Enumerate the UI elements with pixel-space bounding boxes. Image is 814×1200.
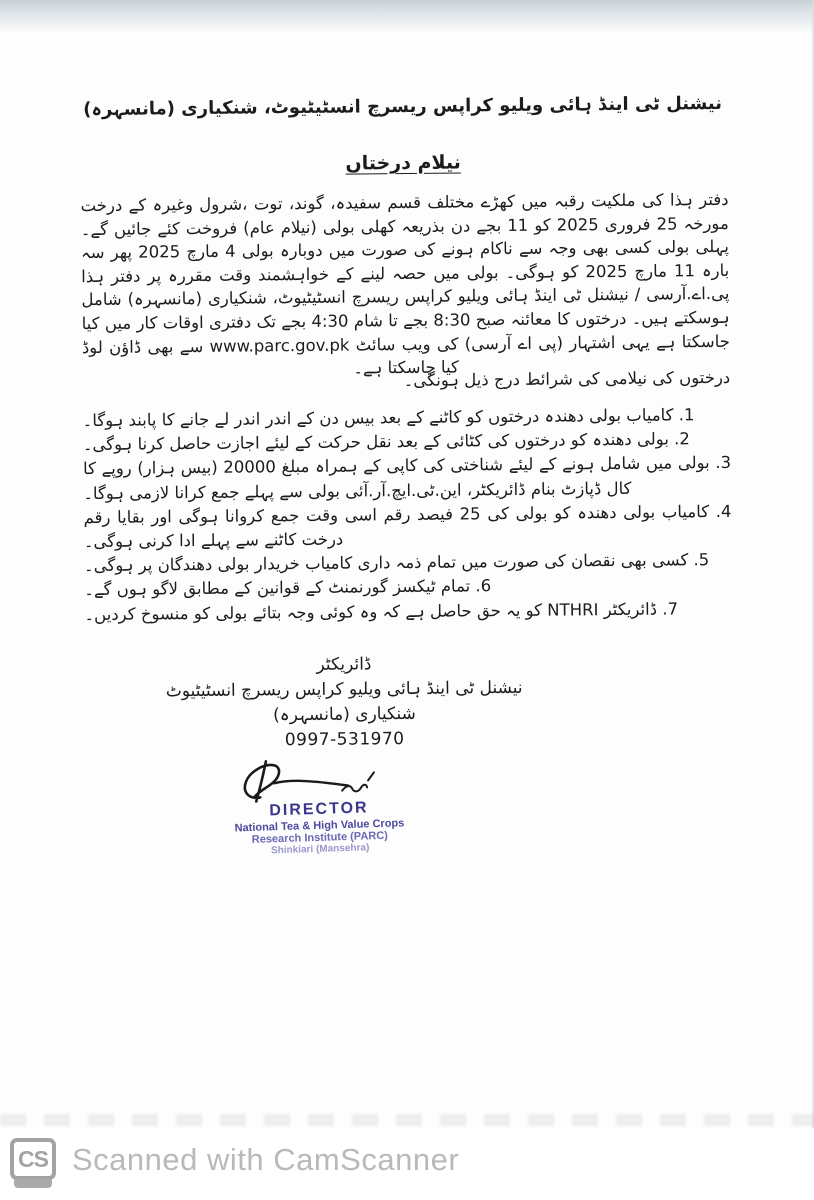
stamp-location: Shinkiari (Mansehra) <box>270 842 370 857</box>
condition-item-4: 4. کامیاب بولی دھندہ کو بولی کی 25 فیصد رقم اسی وقت جمع کروانا ہوگی اور بقایا رقم درخت کاٹنے سے پہلے ادا کرنی ہوگی۔ <box>83 501 732 552</box>
condition-item-7: 7. ڈائریکٹر NTHRI کو یہ حق حاصل ہے کہ وہ کوئی وجہ بتائے بولی کو منسوخ کردیں۔ <box>84 599 679 624</box>
signatory-org: نیشنل ٹی اینڈ ہائی ویلیو کراپس ریسرچ انسٹیٹیوٹ <box>165 677 523 702</box>
scan-artifact-noise <box>0 1114 814 1126</box>
conditions-list <box>82 403 732 627</box>
signature-block <box>109 650 580 755</box>
signatory-phone: 0997-531970 <box>284 729 405 751</box>
director-stamp <box>194 797 446 859</box>
cs-logo-base <box>14 1179 52 1188</box>
stamp-org-line2: Research Institute (PARC) <box>251 829 389 846</box>
page-title: نیلام درختاں <box>345 151 461 175</box>
signatory-location: شنکیاری (مانسہرہ) <box>272 703 416 726</box>
camscanner-watermark-label: Scanned with CamScanner <box>72 1142 460 1177</box>
stamp-title: DIRECTOR <box>269 799 369 820</box>
intro-paragraph: دفتر ہذا کی ملکیت رقبہ میں کھڑے مختلف قسم سفیدہ، گوند، توت ،شرول وغیرہ کے درخت مورخہ 25 فروری 2025 کو 11 بجے دن بذریعہ کھلی بولی (نیلام عام) فروخت کئے جائیں گے۔ پہلی بولی کسی بھی وجہ سے ناکام ہونے کی صورت میں دوبارہ بولی 4 مارچ 2025 پھر سہ بارہ 11 مارچ 2025 کو ہوگی۔ بولی میں حصہ لینے کے خواہشمند وقت مقررہ پر دفتر ہذا پی.اے.آرسی / نیشنل ٹی اینڈ ہائی ویلیو کراپس ریسرچ انسٹیٹیوٹ، شنکیاری (مانسہرہ) شامل ہوسکتے ہیں۔ درختوں کا معائنہ صبح 8:30 بجے تا شام 4:30 بجے تک دفتری اوقات کار میں کیا جاسکتا ہے یہی اشتہار (پی اے آرسی) کی ویب سائٹ www.parc.gov.pk سے بھی ڈاؤن لوڈ کیا جاسکتا ہے۔ <box>80 189 730 378</box>
stamp-org-line1: National Tea & High Value Crops <box>234 817 405 835</box>
condition-item-3: 3. بولی میں شامل ہونے کے لیئے شناختی کی کاپی کے ہمراہ مبلغ 20000 (بیس ہزار) روپے کا کال ڈپازٹ بنام ڈائریکٹر، این.ٹی.ایچ.آر.آئی بولی سے پہلے جمع کرانا لازمی ہوگا۔ <box>82 453 732 503</box>
org-title: نیشنل ٹی اینڈ ہائی ویلیو کراپس ریسرچ انسٹیٹیوٹ، شنکیاری (مانسہرہ) <box>83 92 723 121</box>
camscanner-footer <box>0 1128 814 1200</box>
condition-item-2: 2. بولی دھندہ کو درختوں کی کٹائی کے بعد نقل حرکت کے لیئے اجازت حاصل کرنا ہوگی۔ <box>82 429 690 455</box>
camscanner-logo-icon <box>10 1138 56 1184</box>
condition-item-5: 5. کسی بھی نقصان کی صورت میں تمام ذمہ داری کامیاب خریدار بولی دھندگان پر ہوگی۔ <box>83 550 710 576</box>
condition-item-1: 1. کامیاب بولی دھندہ درختوں کو کاٹنے کے بعد بیس دن کے اندر اندر لے جانے کا پابند ہوگا۔ <box>82 405 695 431</box>
signatory-title: ڈائریکٹر <box>316 654 372 675</box>
condition-item-6: 6. تمام ٹیکسز گورنمنٹ کے قوانین کے مطابق لاگو ہوں گے۔ <box>84 576 492 600</box>
conditions-intro: درختوں کی نیلامی کی شرائط درج ذیل ہونگی۔ <box>403 367 731 391</box>
cs-logo-text: CS <box>10 1138 56 1180</box>
